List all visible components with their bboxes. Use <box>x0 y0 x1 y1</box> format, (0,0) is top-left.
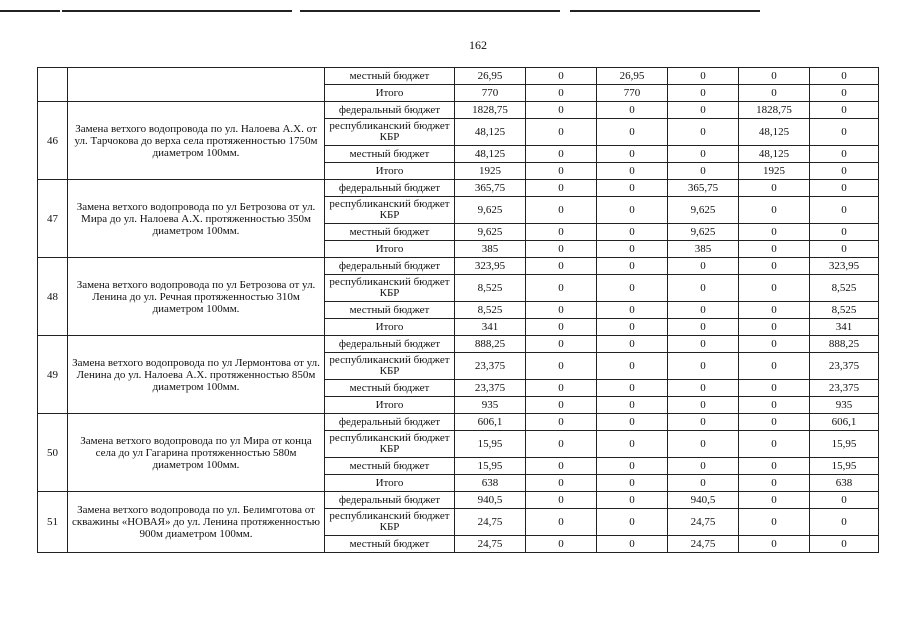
value-total-cell: 365,75 <box>455 180 526 197</box>
value-total-cell: 1925 <box>455 163 526 180</box>
value-year-3-cell: 0 <box>668 336 739 353</box>
item-number: 48 <box>38 258 68 336</box>
value-year-3-cell: 0 <box>668 475 739 492</box>
value-year-3-cell: 0 <box>668 85 739 102</box>
value-year-2-cell: 26,95 <box>597 68 668 85</box>
value-year-1-cell: 0 <box>526 492 597 509</box>
funding-source-cell: местный бюджет <box>325 302 455 319</box>
value-year-2-cell: 0 <box>597 380 668 397</box>
value-year-3-cell: 24,75 <box>668 536 739 553</box>
value-year-4-cell: 0 <box>739 302 810 319</box>
value-year-1-cell: 0 <box>526 68 597 85</box>
value-total-cell: 48,125 <box>455 119 526 146</box>
value-year-2-cell: 0 <box>597 475 668 492</box>
value-year-4-cell: 0 <box>739 397 810 414</box>
value-year-5-cell: 0 <box>810 102 879 119</box>
header-rule-segment <box>62 10 292 12</box>
value-year-2-cell: 0 <box>597 353 668 380</box>
value-year-3-cell: 940,5 <box>668 492 739 509</box>
value-year-1-cell: 0 <box>526 258 597 275</box>
funding-source-cell: Итого <box>325 475 455 492</box>
value-year-2-cell: 0 <box>597 197 668 224</box>
value-year-5-cell: 606,1 <box>810 414 879 431</box>
value-year-5-cell: 23,375 <box>810 353 879 380</box>
funding-source-cell: Итого <box>325 85 455 102</box>
funding-source-cell: республиканский бюджет КБР <box>325 509 455 536</box>
value-year-4-cell: 0 <box>739 85 810 102</box>
table-row <box>38 68 879 85</box>
value-year-1-cell: 0 <box>526 475 597 492</box>
value-total-cell: 385 <box>455 241 526 258</box>
value-year-5-cell: 15,95 <box>810 458 879 475</box>
item-description: Замена ветхого водопровода по ул Бетрозова от ул. Ленина до ул. Речная протяженностью 310м диаметром 100мм. <box>68 258 325 336</box>
value-total-cell: 48,125 <box>455 146 526 163</box>
value-year-1-cell: 0 <box>526 275 597 302</box>
value-year-2-cell: 0 <box>597 414 668 431</box>
item-description: Замена ветхого водопровода по ул. Белимготова от скважины «НОВАЯ» до ул. Ленина протяженностью 900м диаметром 100мм. <box>68 492 325 553</box>
value-year-2-cell: 0 <box>597 336 668 353</box>
value-year-3-cell: 0 <box>668 275 739 302</box>
value-year-5-cell: 0 <box>810 85 879 102</box>
funding-source-cell: федеральный бюджет <box>325 336 455 353</box>
value-year-4-cell: 0 <box>739 431 810 458</box>
value-total-cell: 341 <box>455 319 526 336</box>
table-row <box>38 180 879 197</box>
value-year-1-cell: 0 <box>526 380 597 397</box>
value-year-2-cell: 0 <box>597 258 668 275</box>
value-year-4-cell: 0 <box>739 275 810 302</box>
item-description: Замена ветхого водопровода по ул Мира от конца села до ул Гагарина протяженностью 580м диаметром 100мм. <box>68 414 325 492</box>
value-year-1-cell: 0 <box>526 509 597 536</box>
value-total-cell: 606,1 <box>455 414 526 431</box>
header-rule-segment <box>570 10 760 12</box>
value-year-1-cell: 0 <box>526 180 597 197</box>
funding-source-cell: местный бюджет <box>325 458 455 475</box>
value-year-1-cell: 0 <box>526 241 597 258</box>
funding-source-cell: республиканский бюджет КБР <box>325 275 455 302</box>
value-year-2-cell: 0 <box>597 102 668 119</box>
value-year-4-cell: 0 <box>739 458 810 475</box>
value-year-3-cell: 0 <box>668 119 739 146</box>
value-year-4-cell: 0 <box>739 224 810 241</box>
value-year-4-cell: 0 <box>739 319 810 336</box>
value-total-cell: 935 <box>455 397 526 414</box>
item-number: 47 <box>38 180 68 258</box>
value-year-2-cell: 0 <box>597 431 668 458</box>
funding-source-cell: местный бюджет <box>325 146 455 163</box>
value-year-2-cell: 0 <box>597 302 668 319</box>
value-year-3-cell: 0 <box>668 319 739 336</box>
value-year-5-cell: 323,95 <box>810 258 879 275</box>
value-year-2-cell: 0 <box>597 458 668 475</box>
value-year-1-cell: 0 <box>526 197 597 224</box>
value-year-3-cell: 0 <box>668 353 739 380</box>
value-total-cell: 638 <box>455 475 526 492</box>
funding-source-cell: республиканский бюджет КБР <box>325 197 455 224</box>
value-year-4-cell: 0 <box>739 258 810 275</box>
value-year-3-cell: 0 <box>668 302 739 319</box>
value-year-2-cell: 0 <box>597 397 668 414</box>
value-year-1-cell: 0 <box>526 302 597 319</box>
table-row <box>38 414 879 431</box>
funding-source-cell: Итого <box>325 319 455 336</box>
value-year-5-cell: 0 <box>810 509 879 536</box>
value-year-5-cell: 8,525 <box>810 302 879 319</box>
value-year-3-cell: 0 <box>668 458 739 475</box>
value-year-3-cell: 9,625 <box>668 224 739 241</box>
header-rule-segment <box>300 10 560 12</box>
value-year-4-cell: 0 <box>739 492 810 509</box>
value-year-4-cell: 1828,75 <box>739 102 810 119</box>
value-year-5-cell: 0 <box>810 163 879 180</box>
value-year-3-cell: 0 <box>668 163 739 180</box>
value-year-5-cell: 0 <box>810 197 879 224</box>
value-year-1-cell: 0 <box>526 319 597 336</box>
value-year-5-cell: 0 <box>810 146 879 163</box>
value-year-4-cell: 0 <box>739 336 810 353</box>
value-year-5-cell: 23,375 <box>810 380 879 397</box>
table-row <box>38 258 879 275</box>
funding-source-cell: Итого <box>325 397 455 414</box>
funding-source-cell: местный бюджет <box>325 224 455 241</box>
value-year-5-cell: 0 <box>810 180 879 197</box>
value-year-2-cell: 0 <box>597 163 668 180</box>
value-year-5-cell: 341 <box>810 319 879 336</box>
value-year-5-cell: 935 <box>810 397 879 414</box>
value-year-2-cell: 0 <box>597 536 668 553</box>
value-year-2-cell: 0 <box>597 180 668 197</box>
value-total-cell: 1828,75 <box>455 102 526 119</box>
funding-source-cell: федеральный бюджет <box>325 258 455 275</box>
value-year-3-cell: 0 <box>668 414 739 431</box>
value-year-4-cell: 0 <box>739 475 810 492</box>
value-year-4-cell: 0 <box>739 414 810 431</box>
value-total-cell: 26,95 <box>455 68 526 85</box>
value-year-5-cell: 888,25 <box>810 336 879 353</box>
funding-source-cell: федеральный бюджет <box>325 414 455 431</box>
funding-source-cell: Итого <box>325 241 455 258</box>
item-description <box>68 68 325 102</box>
value-total-cell: 23,375 <box>455 353 526 380</box>
value-year-1-cell: 0 <box>526 458 597 475</box>
value-year-1-cell: 0 <box>526 397 597 414</box>
value-total-cell: 8,525 <box>455 275 526 302</box>
item-number: 49 <box>38 336 68 414</box>
value-year-3-cell: 0 <box>668 146 739 163</box>
value-year-3-cell: 0 <box>668 397 739 414</box>
value-total-cell: 15,95 <box>455 431 526 458</box>
item-description: Замена ветхого водопровода по ул Лермонтова от ул. Ленина до ул. Налоева А.Х. протяженностью 850м диаметром 100мм. <box>68 336 325 414</box>
value-year-4-cell: 1925 <box>739 163 810 180</box>
value-year-5-cell: 0 <box>810 536 879 553</box>
value-year-5-cell: 0 <box>810 241 879 258</box>
table-row <box>38 492 879 509</box>
value-year-5-cell: 0 <box>810 119 879 146</box>
funding-source-cell: федеральный бюджет <box>325 180 455 197</box>
value-year-3-cell: 24,75 <box>668 509 739 536</box>
item-number: 51 <box>38 492 68 553</box>
funding-source-cell: местный бюджет <box>325 380 455 397</box>
value-year-4-cell: 0 <box>739 68 810 85</box>
budget-table-body <box>38 68 879 553</box>
value-year-5-cell: 638 <box>810 475 879 492</box>
value-year-4-cell: 0 <box>739 197 810 224</box>
value-year-5-cell: 0 <box>810 68 879 85</box>
value-year-4-cell: 0 <box>739 380 810 397</box>
funding-source-cell: республиканский бюджет КБР <box>325 353 455 380</box>
funding-source-cell: местный бюджет <box>325 68 455 85</box>
value-year-2-cell: 0 <box>597 119 668 146</box>
value-year-1-cell: 0 <box>526 85 597 102</box>
item-number <box>38 68 68 102</box>
value-year-2-cell: 0 <box>597 241 668 258</box>
value-total-cell: 24,75 <box>455 509 526 536</box>
value-year-4-cell: 0 <box>739 509 810 536</box>
page-number: 162 <box>469 38 487 52</box>
value-year-1-cell: 0 <box>526 224 597 241</box>
value-year-1-cell: 0 <box>526 431 597 458</box>
funding-source-cell: республиканский бюджет КБР <box>325 431 455 458</box>
table-row <box>38 102 879 119</box>
funding-source-cell: Итого <box>325 163 455 180</box>
value-year-4-cell: 48,125 <box>739 119 810 146</box>
value-total-cell: 9,625 <box>455 197 526 224</box>
item-number: 46 <box>38 102 68 180</box>
value-year-3-cell: 0 <box>668 68 739 85</box>
item-number: 50 <box>38 414 68 492</box>
value-year-5-cell: 15,95 <box>810 431 879 458</box>
value-year-3-cell: 0 <box>668 431 739 458</box>
value-year-4-cell: 0 <box>739 353 810 380</box>
table-row <box>38 336 879 353</box>
value-total-cell: 8,525 <box>455 302 526 319</box>
value-total-cell: 15,95 <box>455 458 526 475</box>
value-year-1-cell: 0 <box>526 163 597 180</box>
value-year-3-cell: 0 <box>668 102 739 119</box>
value-year-1-cell: 0 <box>526 336 597 353</box>
value-total-cell: 9,625 <box>455 224 526 241</box>
value-year-2-cell: 0 <box>597 275 668 302</box>
budget-table <box>37 67 879 553</box>
value-total-cell: 23,375 <box>455 380 526 397</box>
value-year-2-cell: 0 <box>597 146 668 163</box>
value-year-2-cell: 770 <box>597 85 668 102</box>
funding-source-cell: местный бюджет <box>325 536 455 553</box>
value-total-cell: 24,75 <box>455 536 526 553</box>
value-year-5-cell: 0 <box>810 492 879 509</box>
value-year-1-cell: 0 <box>526 119 597 146</box>
value-year-4-cell: 0 <box>739 180 810 197</box>
value-year-3-cell: 0 <box>668 380 739 397</box>
value-total-cell: 770 <box>455 85 526 102</box>
value-year-2-cell: 0 <box>597 492 668 509</box>
value-total-cell: 323,95 <box>455 258 526 275</box>
value-year-1-cell: 0 <box>526 536 597 553</box>
funding-source-cell: федеральный бюджет <box>325 102 455 119</box>
value-year-1-cell: 0 <box>526 102 597 119</box>
value-year-4-cell: 0 <box>739 536 810 553</box>
header-rule-segment <box>0 10 60 12</box>
value-year-5-cell: 0 <box>810 224 879 241</box>
value-year-3-cell: 9,625 <box>668 197 739 224</box>
value-year-5-cell: 8,525 <box>810 275 879 302</box>
value-year-1-cell: 0 <box>526 353 597 380</box>
value-year-3-cell: 385 <box>668 241 739 258</box>
value-year-3-cell: 365,75 <box>668 180 739 197</box>
value-year-2-cell: 0 <box>597 319 668 336</box>
value-year-1-cell: 0 <box>526 414 597 431</box>
item-description: Замена ветхого водопровода по ул Бетрозова от ул. Мира до ул. Налоева А.Х. протяженностью 350м диаметром 100мм. <box>68 180 325 258</box>
item-description: Замена ветхого водопровода по ул. Налоева А.Х. от ул. Тарчокова до верха села протяженностью 1750м диаметром 100мм. <box>68 102 325 180</box>
value-total-cell: 888,25 <box>455 336 526 353</box>
value-year-2-cell: 0 <box>597 509 668 536</box>
funding-source-cell: республиканский бюджет КБР <box>325 119 455 146</box>
value-total-cell: 940,5 <box>455 492 526 509</box>
value-year-4-cell: 0 <box>739 241 810 258</box>
value-year-1-cell: 0 <box>526 146 597 163</box>
value-year-2-cell: 0 <box>597 224 668 241</box>
value-year-3-cell: 0 <box>668 258 739 275</box>
funding-source-cell: федеральный бюджет <box>325 492 455 509</box>
value-year-4-cell: 48,125 <box>739 146 810 163</box>
